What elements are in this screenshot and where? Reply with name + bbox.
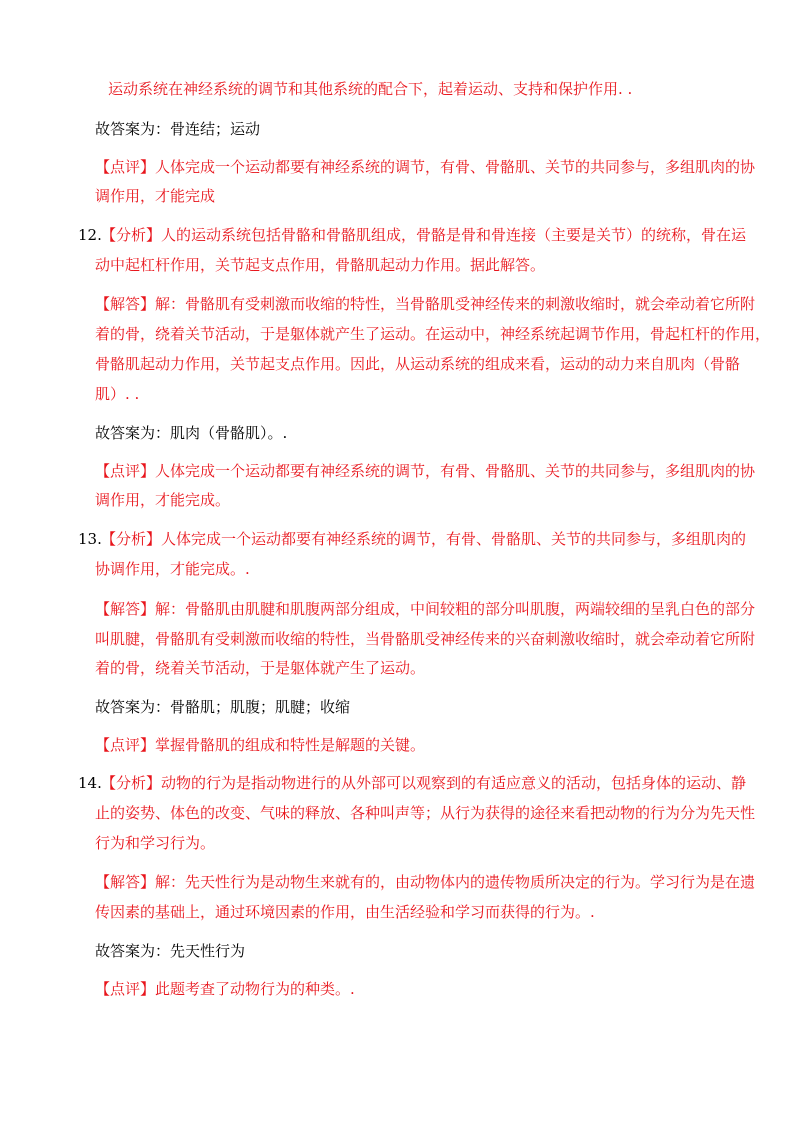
q13-analysis-line: 协调作用，才能完成。. [95, 560, 250, 578]
q13-answer: 故答案为：骨骼肌；肌腹；肌腱；收缩 [95, 698, 351, 716]
q13-solution-line: 叫肌腱，骨骼肌有受刺激而收缩的特性，当骨骼肌受神经传来的兴奋刺激收缩时，就会牵动着它所附 [95, 630, 756, 648]
q12-analysis-line: 【分析】人的运动系统包括骨骼和骨骼肌组成，骨骼是骨和骨连接（主要是关节）的统称，骨在运 [101, 226, 747, 244]
q12-analysis-line: 动中起杠杆作用，关节起支点作用，骨骼肌起动力作用。据此解答。 [95, 256, 546, 274]
q14-comment-line: 【点评】此题考查了动物行为的种类。. [95, 980, 355, 998]
q14-answer: 故答案为：先天性行为 [95, 942, 246, 960]
q12-answer: 故答案为：肌肉（骨骼肌）。. [95, 424, 288, 442]
q14-solution-line: 传因素的基础上，通过环境因素的作用，由生活经验和学习而获得的行为。. [95, 903, 595, 921]
q14-analysis-line: 止的姿势、体色的改变、气味的释放、各种叫声等；从行为获得的途径来看把动物的行为分为先天性 [95, 804, 756, 822]
question-number: 12. [78, 226, 102, 244]
q13-analysis-line: 【分析】人体完成一个运动都要有神经系统的调节，有骨、骨骼肌、关节的共同参与，多组肌肉的 [101, 530, 747, 548]
q12-solution-line: 着的骨，绕着关节活动，于是躯体就产生了运动。在运动中，神经系统起调节作用，骨起杠杆的作用， [95, 325, 771, 343]
q12-solution-line: 骨骼肌起动力作用，关节起支点作用。因此，从运动系统的组成来看，运动的动力来自肌肉（骨骼 [95, 355, 741, 373]
q12-comment-line: 调作用，才能完成。 [95, 491, 231, 509]
q14-analysis-line: 【分析】动物的行为是指动物进行的从外部可以观察到的有适应意义的活动，包括身体的运动、静 [101, 774, 747, 792]
q12-solution-line: 【解答】解：骨骼肌有受刺激而收缩的特性，当骨骼肌受神经传来的刺激收缩时，就会牵动着它所附 [95, 295, 756, 313]
q13-comment-line: 【点评】掌握骨骼肌的组成和特性是解题的关键。 [95, 736, 426, 754]
intro-line: 运动系统在神经系统的调节和其他系统的配合下，起着运动、支持和保护作用. . [108, 80, 633, 98]
q13-solution-line: 【解答】解：骨骼肌由肌腱和肌腹两部分组成，中间较粗的部分叫肌腹，两端较细的呈乳白色的部分 [95, 600, 756, 618]
question-number: 13. [78, 530, 102, 548]
q14-analysis-line: 行为和学习行为。 [95, 834, 216, 852]
q13-solution-line: 着的骨，绕着关节活动，于是躯体就产生了运动。 [95, 659, 426, 677]
intro-comment-line: 【点评】人体完成一个运动都要有神经系统的调节，有骨、骨骼肌、关节的共同参与，多组肌肉的协 [95, 158, 756, 176]
intro-comment-line: 调作用，才能完成 [95, 187, 216, 205]
q12-comment-line: 【点评】人体完成一个运动都要有神经系统的调节，有骨、骨骼肌、关节的共同参与，多组肌肉的协 [95, 462, 756, 480]
q12-solution-line: 肌）. . [95, 385, 140, 403]
intro-answer: 故答案为：骨连结；运动 [95, 120, 261, 138]
q14-solution-line: 【解答】解：先天性行为是动物生来就有的，由动物体内的遗传物质所决定的行为。学习行为是在遗 [95, 873, 756, 891]
question-number: 14. [78, 774, 102, 792]
